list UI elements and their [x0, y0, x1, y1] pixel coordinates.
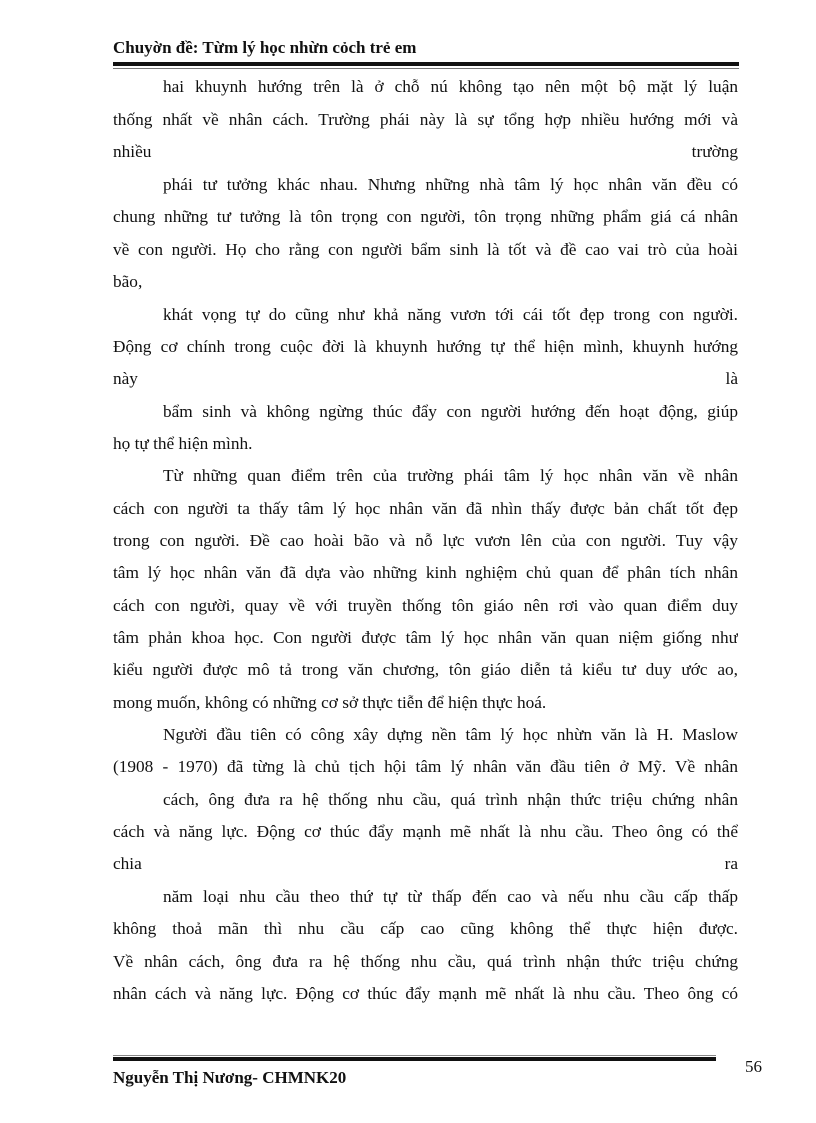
- text-line: không thoả mãn thì nhu cầu cấp cao cũng không thể thực hiện được.: [113, 919, 738, 938]
- text-line: cách, ông đưa ra hệ thống nhu cầu, quá trình nhận thức triệu chứng nhân: [163, 790, 738, 809]
- text-line: nhiều trường: [113, 142, 738, 161]
- text-line: hai khuynh hướng trên là ở chỗ nú không tạo nên một bộ mặt lý luận: [163, 77, 738, 96]
- text-line: chung những tư tưởng là tôn trọng con người, tôn trọng những phẩm giá cá nhân: [113, 207, 738, 226]
- text-line: tâm phản khoa học. Con người được tâm lý học nhân văn quan niệm giống như: [113, 628, 738, 647]
- text-line: cách con người, quay về với truyền thống tôn giáo nên rơi vào quan điểm duy: [113, 596, 738, 615]
- text-line: Về nhân cách, ông đưa ra hệ thống nhu cầu, quá trình nhận thức triệu chứng: [113, 952, 738, 971]
- footer-rule-thin: [113, 1055, 716, 1056]
- text-line: Từ những quan điểm trên của trường phái tâm lý học nhân văn về nhân: [163, 466, 738, 485]
- header-rule-thin: [113, 68, 739, 69]
- page-number: 56: [745, 1057, 762, 1076]
- text-line: nhân cách và năng lực. Động cơ thúc đẩy mạnh mẽ nhất là nhu cầu. Theo ông có: [113, 984, 738, 1003]
- text-line: thống nhất về nhân cách. Trường phái này là sự tổng hợp nhiều hướng mới và: [113, 110, 738, 129]
- text-line: chia ra: [113, 854, 738, 873]
- header-rule: [113, 62, 739, 66]
- text-line: mong muốn, không có những cơ sở thực tiễn để hiện thực hoá.: [113, 693, 547, 712]
- footer-rule: [113, 1057, 716, 1061]
- text-line: năm loại nhu cầu theo thứ tự từ thấp đến cao và nếu nhu cầu cấp thấp: [163, 887, 738, 906]
- text-line: bão,: [113, 272, 143, 291]
- text-line: này là: [113, 369, 738, 388]
- text-line: trong con người. Đề cao hoài bão và nỗ lực vươn lên của con người. Tuy vậy: [113, 531, 738, 550]
- text-line: Động cơ chính trong cuộc đời là khuynh hướng tự thể hiện mình, khuynh hướng: [113, 337, 738, 356]
- text-line: tâm lý học nhân văn đã dựa vào những kinh nghiệm chủ quan để phân tích nhân: [113, 563, 738, 582]
- text-line: khát vọng tự do cũng như khả năng vươn tới cái tốt đẹp trong con người.: [163, 305, 738, 324]
- text-line: phái tư tưởng khác nhau. Nhưng những nhà tâm lý học nhân văn đều có: [163, 175, 738, 194]
- text-line: Người đầu tiên có công xây dựng nền tâm lý học nhừn văn là H. Maslow: [163, 725, 738, 744]
- text-line: về con người. Họ cho rằng con người bẩm sinh là tốt và đề cao vai trò của hoài: [113, 240, 738, 259]
- running-header: Chuyờn đề: Từm lý học nhừn cỏch trẻ em: [113, 38, 417, 57]
- text-line: (1908 - 1970) đã từng là chủ tịch hội tâm lý nhân văn đầu tiên ở Mỹ. Về nhân: [113, 757, 738, 776]
- text-line: kiểu người được mô tả trong văn chương, tôn giáo diễn tả kiểu tư duy ước ao,: [113, 660, 738, 679]
- text-line: bẩm sinh và không ngừng thúc đẩy con người hướng đến hoạt động, giúp: [163, 402, 738, 421]
- text-line: họ tự thể hiện mình.: [113, 434, 253, 453]
- text-line: cách con người ta thấy tâm lý học nhân văn đã nhìn thấy được bản chất tốt đẹp: [113, 499, 738, 518]
- text-line: cách và năng lực. Động cơ thúc đẩy mạnh mẽ nhất là nhu cầu. Theo ông có thể: [113, 822, 738, 841]
- footer-author: Nguyễn Thị Nương- CHMNK20: [113, 1068, 347, 1087]
